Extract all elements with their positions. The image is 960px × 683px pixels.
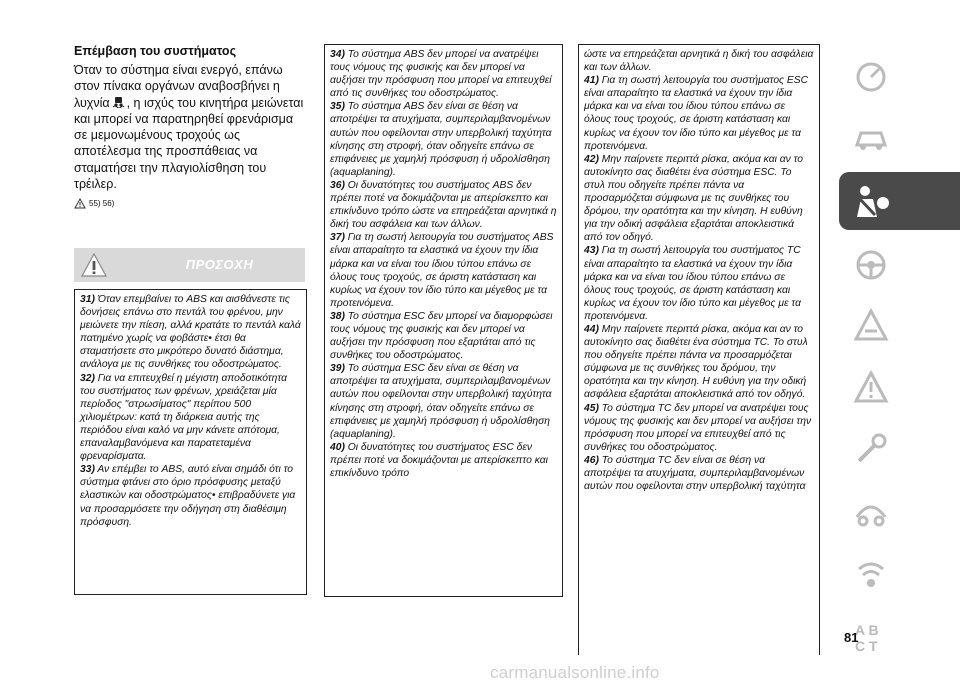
warning-text: Αν επέμβει το ABS, αυτό είναι σημάδι ότι το σύστημα φτάνει στο όριο πρόσφυσης μεταξύ ελαστικών και οδοστρώματος• επιβραδύνετε για να προσαρμόσετε την οδήγηση στη διαθέσιμη πρόσφυση.	[80, 464, 296, 528]
warning-number: 46)	[584, 454, 599, 466]
warning-paragraph	[330, 231, 557, 310]
warning-number: 33)	[80, 464, 95, 476]
warning-paragraph	[330, 48, 557, 100]
warning-text: Το σύστημα TC δεν μπορεί να ανατρέψει τους νόμους της φυσικής και δεν μπορεί να αυξήσει την πρόσφυση που μπορεί να επιτευχθεί από τις συνθήκες του οδοστρώματος.	[584, 402, 812, 453]
warning-paragraph	[80, 372, 301, 464]
svg-text:A B: A B	[855, 622, 879, 638]
warning-paragraph	[80, 293, 301, 372]
sidebar-tab[interactable]	[839, 296, 960, 354]
warning-number: 32)	[80, 372, 95, 384]
warning-text: Οι δυνατότητες του συστήματος ABS δεν πρέπει ποτέ να δοκιμάζονται με απερίσκεπτο και επικίνδυνο τρόπο ώστε να επηρεάζεται αρνητικά η δική του ασφάλεια και των άλλων.	[330, 179, 557, 231]
warning-paragraph	[330, 179, 557, 231]
sidebar-tab[interactable]	[839, 234, 960, 292]
warning-text: Μην παίρνετε περιττά ρίσκα, ακόμα και αν το αυτοκίνητο σας διαθέτει ένα σύστημα TC. Το στυλ που οδηγείτε πρέπει πάντα να προσαρμόζεται σύμφωνα με τις συνθήκες του δρόμου, την ορατότητα και την κίνηση. Η ευθύνη για την οδική ασφάλεια εξαρτάται αποκλειστικά από τον οδηγό.	[584, 323, 808, 401]
warning-triangle-icon	[74, 198, 86, 209]
safety-belt-airbag-icon	[851, 181, 891, 221]
refs-text: 55) 56)	[89, 199, 115, 209]
warning-number: 41)	[584, 75, 599, 87]
sidebar-tab[interactable]	[839, 544, 960, 602]
warning-paragraph	[584, 402, 814, 454]
warning-text: Το σύστημα ESC δεν είναι σε θέση να αποτρέψει τα ατυχήματα, συμπεριλαμβανομένων αυτών που οφείλονται στην υπερβολική ταχύτητα κίνησης στη στροφή, όταν οδηγείτε επάνω σε επιφάνειες με χαμηλή πρόσφυση ή υδρολίσθηση (aquaplaning).	[330, 363, 552, 440]
start-drive-icon	[851, 243, 891, 283]
section-body	[74, 62, 309, 192]
warning-text: Το σύστημα ESC δεν μπορεί να διαμορφώσει τους νόμους της φυσικής και δεν μπορεί να αυξήσει την πρόσφυση που εξαρτάται από τις συνθήκες του οδοστρώματος.	[330, 310, 553, 362]
sidebar-tab[interactable]	[839, 482, 960, 540]
warning-text: Οι δυνατότητες του συστήματος ESC δεν πρέπει ποτέ να δοκιμάζονται με απερίσκεπτο και επικίνδυνο τρόπο	[330, 441, 548, 479]
warning-paragraph	[330, 310, 557, 362]
maintenance-icon	[851, 429, 891, 469]
warning-text: Για να επιτευχθεί η μέγιστη αποδοτικότητα του συστήματος των φρένων, χρειάζεται μία περίοδος "στρωσίματος" περίπου 500 χιλιομέτρων: κατά τη διάρκεια αυτής της περιόδου είναι καλό να μην κάνετε απότομα, επαναλαμβανόμενα και παρατεταμένα φρεναρίσματα.	[80, 372, 287, 463]
warning-title: ΠΡΟΣΟΧΗ	[185, 257, 254, 272]
warning-paragraph	[330, 441, 557, 480]
page-number: 81	[844, 630, 859, 645]
warning-number: 35)	[330, 101, 345, 113]
sidebar-tab[interactable]	[839, 358, 960, 416]
warning-paragraph	[584, 153, 814, 245]
warning-text: Το σύστημα TC δεν είναι σε θέση να αποτρέψει τα ατυχήματα, συμπεριλαμβανομένων αυτών που οφείλονται στην υπερβολική ταχύτητα	[584, 454, 806, 493]
warning-paragraph	[584, 74, 814, 153]
intro-text-continued: , η ισχύς του κινητήρα μειώνεται και μπορεί να παρατηρηθεί φρενάρισμα σε μεμονωμένους τροχούς ως αποτέλεσμα της προσπάθειας να σταματήσει την πλαγιολίσθηση του τρέιλερ.	[74, 95, 304, 192]
warning-number: 38)	[330, 310, 345, 322]
warning-paragraph	[584, 454, 814, 493]
warning-refs	[74, 198, 309, 209]
emergency-icon	[851, 367, 891, 407]
dashboard-icon	[851, 53, 891, 93]
section-intro	[74, 44, 309, 209]
warning-lights-icon	[851, 305, 891, 345]
warning-text: Για τη σωστή λειτουργία του συστήματος ESC είναι απαραίτητο τα ελαστικά να έχουν την ίδια μάρκα και να είναι του ίδιου τύπου επάνω σε όλους τους τροχούς, σε άριστη κατάσταση και κυρίως να έχουν τον ίδιο τύπο και μέγεθος με τα προτεινόμενα.	[584, 75, 809, 152]
warning-paragraph	[584, 244, 814, 323]
warning-number: 45)	[584, 402, 599, 414]
warning-box-col2	[324, 44, 563, 597]
intro-text: Όταν το σύστημα είναι ενεργό, επάνω στον πίνακα οργάνων αναβοσβήνει η λυχνία	[74, 63, 283, 110]
warning-number: 40)	[330, 441, 345, 453]
warning-number: 37)	[330, 232, 345, 244]
warning-number: 36)	[330, 179, 345, 191]
warning-text: Για τη σωστή λειτουργία του συστήματος TC είναι απαραίτητο τα ελαστικά να έχουν την ίδια μάρκα και να είναι του ίδιου τύπου επάνω σε όλους τους τροχούς, σε άριστη κατάσταση και κυρίως να έχουν τον ίδιο τύπο και μέγεθος με τα προτεινόμενα.	[584, 245, 801, 322]
sidebar-tab[interactable]	[839, 420, 960, 478]
multimedia-icon	[851, 553, 891, 593]
warning-paragraph	[584, 323, 814, 402]
watermark: carmanualsonline.info	[490, 663, 660, 682]
warning-number: 44)	[584, 323, 599, 335]
warning-box-col3	[578, 44, 820, 655]
warning-paragraph	[80, 463, 301, 528]
warning-paragraph	[330, 100, 557, 179]
trailer-sway-warning-icon	[112, 96, 125, 108]
section-heading: Επέμβαση του συστήματος	[74, 44, 237, 58]
sidebar-tab[interactable]	[839, 106, 960, 164]
warning-box-col1	[74, 289, 307, 595]
car-info-icon	[851, 115, 891, 155]
warning-number: 43)	[584, 245, 599, 257]
warning-paragraph	[584, 48, 814, 74]
warning-text: Για τη σωστή λειτουργία του συστήματος ABS είναι απαραίτητο τα ελαστικά να έχουν την ίδια μάρκα και να είναι του ίδιου τύπου επάνω σε όλους τους τροχούς, σε άριστη κατάσταση και κυρίως να έχουν τον ίδιο τύπο και μέγεθος με τα προτεινόμενα.	[330, 232, 554, 309]
warning-number: 39)	[330, 363, 345, 375]
sidebar-tab[interactable]	[839, 44, 960, 102]
warning-triangle-icon	[80, 251, 108, 279]
warning-header	[74, 248, 305, 282]
warning-text: Μην παίρνετε περιττά ρίσκα, ακόμα και αν το αυτοκίνητο σας διαθέτει ένα σύστημα ESC. Το στυλ που οδηγείτε πρέπει πάντα να προσαρμόζεται σύμφωνα με τις συνθήκες του δρόμου, την ορατότητα και την κίνηση. Η ευθύνη για την οδική ασφάλεια εξαρτάται αποκλειστικά από τον οδηγό.	[584, 153, 804, 244]
warning-text: Το σύστημα ABS δεν είναι σε θέση να αποτρέψει τα ατυχήματα, συμπεριλαμβανομένων αυτών που οφείλονται στην υπερβολική ταχύτητα κίνησης στη στροφή, όταν οδηγείτε επάνω σε επιφάνειες με χαμηλή πρόσφυση ή υδρολίσθηση (aquaplaning).	[330, 101, 552, 178]
sidebar-tab[interactable]	[839, 172, 960, 230]
technical-data-icon	[851, 491, 891, 531]
svg-text:C T: C T	[855, 638, 878, 654]
warning-number: 34)	[330, 49, 345, 60]
warning-header-icon-box	[80, 251, 108, 279]
warning-number: 31)	[80, 294, 95, 305]
warning-text: Όταν επεμβαίνει το ABS και αισθάνεστε τις δονήσεις επάνω στο πεντάλ του φρένου, μην μειώνετε την πίεση, αλλά κρατάτε το πεντάλ καλά πατημένο χωρίς να φοβάστε• έτσι θα σταματήσετε στο μικρότερο δυνατό διάστημα, ανάλογα με τις συνθήκες του οδοστρώματος.	[80, 294, 301, 371]
warning-text: Το σύστημα ABS δεν μπορεί να ανατρέψει τους νόμους της φυσικής και δεν μπορεί να αυξήσει την πρόσφυση που μπορεί να επιτευχθεί από τις συνθήκες του οδοστρώματος.	[330, 49, 552, 100]
warning-text: ώστε να επηρεάζεται αρνητικά η δική του ασφάλεια και των άλλων.	[584, 49, 814, 74]
warning-number: 42)	[584, 153, 599, 165]
warning-paragraph	[330, 362, 557, 441]
